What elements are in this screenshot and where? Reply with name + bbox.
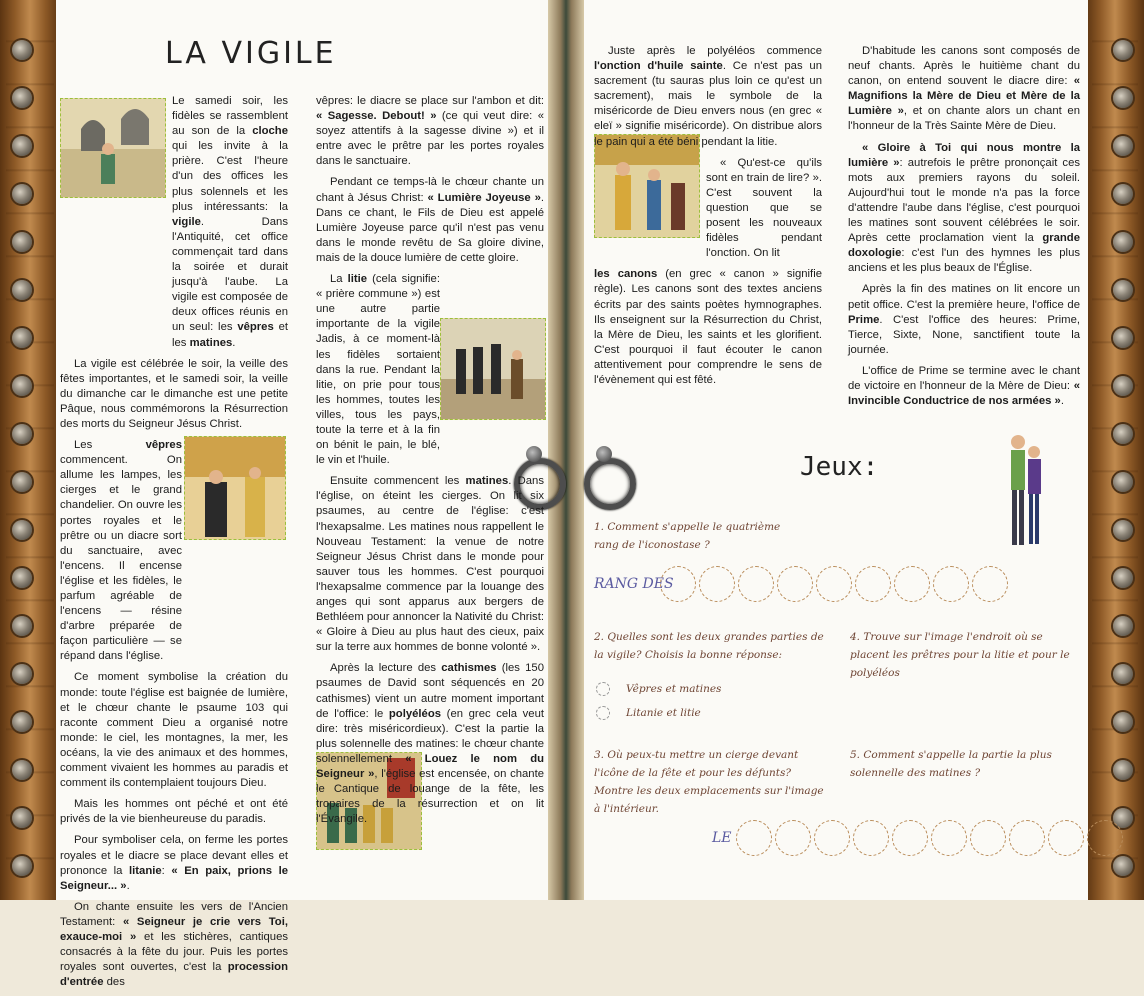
rivet-icon xyxy=(1113,712,1133,732)
rivet-icon xyxy=(12,424,32,444)
paragraph-9: Pendant ce temps-là le chœur chante un chant à Jésus Christ: « Lumière Joyeuse ». Dans ce chant, le Fils de Dieu est appelé Lumière Joyeuse parce qu'il n'est pas venu dans le monde revêtu de Sa gloire divine, mais de la douce lumière de cette gloire. xyxy=(316,176,544,264)
paragraph-5: Mais les hommes ont péché et ont été privés de la vie bienheureuse du paradis. xyxy=(60,798,288,826)
rivet-icon xyxy=(1113,568,1133,588)
door-knob-right-icon xyxy=(596,446,612,462)
rivet-icon xyxy=(1113,616,1133,636)
door-ring-right-icon xyxy=(584,458,636,510)
option-litanie-litie[interactable]: Litanie et litie xyxy=(596,706,701,720)
rivet-icon xyxy=(12,136,32,156)
question-4: 4. Trouve sur l'image l'endroit où se placent les prêtres pour la litie et pour le polyéléos xyxy=(850,631,1070,679)
rivet-icon xyxy=(1113,40,1133,60)
rivet-icon xyxy=(12,712,32,732)
rivet-icon xyxy=(12,376,32,396)
rivet-icon xyxy=(12,472,32,492)
answer-1-letter-boxes[interactable] xyxy=(660,566,1008,602)
rivet-icon xyxy=(1113,184,1133,204)
answer-1-label: RANG DES xyxy=(594,576,674,592)
rivet-icon xyxy=(12,616,32,636)
book-spine xyxy=(548,0,584,900)
games-title: Jeux: xyxy=(800,452,879,482)
text-column-1 xyxy=(60,94,288,996)
paragraph-2: La vigile est célébrée le soir, la veille des fêtes importantes, et le samedi soir, la veille du dimanche car le dimanche est une petite Pâque, nous commémorons la Résurrection des morts du Seigneur Jésus Christ. xyxy=(60,357,288,430)
children-illustration xyxy=(1004,430,1048,556)
rivet-icon xyxy=(1113,376,1133,396)
question-2: 2. Quelles sont les deux grandes parties de la vigile? Choisis la bonne réponse: xyxy=(594,631,824,661)
rivet-icon xyxy=(1113,136,1133,156)
rivet-icon xyxy=(1113,520,1133,540)
rivet-icon xyxy=(12,664,32,684)
answer-5-letter-boxes[interactable] xyxy=(736,820,1123,856)
paragraph-1: Le samedi soir, les fidèles se rassemblent au son de la cloche qui les invite à la prière. C'est l'heure d'un des offices les plus solennels et les plus intéressants: la vigile. Dans l'Antiquité, cet office commençait tard dans la soirée et durait jusqu'à l'aube. La vigile est composée de deux offices réunis en un seul: les vêpres et les matines. xyxy=(172,95,288,349)
rivet-icon xyxy=(12,856,32,876)
rivet-icon xyxy=(12,184,32,204)
paragraph-11: Ensuite commencent les matines. Dans l'église, on éteint les cierges. On lit six psaumes, au centre de l'église: c'est l'hexapsalme. Les matines nous rappellent le Nouveau Testament: la venue de notre Seigneur Jésus Christ dans le monde pour sauver tous les hommes. C'est pourquoi l'hexapsalme commence par la louange des anges qui sont apparus aux bergers de Bethléem pour annoncer la Nativité du Christ: « Gloire à Dieu au plus haut des cieux, paix sur la terre aux hommes de bonne volonté ». xyxy=(316,475,544,654)
paragraph-12: Après la lecture des cathismes (les 150 psaumes de David sont séquencés en 20 cathismes) vient un autre moment important de l'office: le polyéléos (en grec cela veut dire: très miséricordieux). C'est la partie la plus solennelle des matines: le chœur chante solennellement « Louez le nom du Seigneur », l'église est encensée, on chante le Cantique de louange de la fête, les tropaires de la résurrection et on lit l'Évangile. xyxy=(316,662,545,826)
paragraph-3: Les vêpres commencent. On allume les lampes, les cierges et le grand chandelier. On ouvre les portes royales et le prêtre ou un diacre sort du sanctuaire, avec l'encens. Il encense l'église et les fidèles, le parfum agréable de l'encens — résine d'arbre préparée de façon particulière — se répand dans l'église. xyxy=(60,439,182,663)
rivet-icon xyxy=(1113,664,1133,684)
paragraph-10: La litie (cela signifie: « prière commune ») est une autre partie importante de la vigile Jadis, à ce moment-là les fidèles sortaient dans la rue. Pendant la litie, on prie pour tous les hommes, toutes les villes, tous les pays, toute la terre et à la fin on bénit le pain, le blé, le vin et l'huile. xyxy=(316,273,440,467)
paragraph-14: « Qu'est-ce qu'ils sont en train de lire? ». C'est souvent la question que se posent les nouveaux fidèles pendant l'onction. On lit xyxy=(706,156,822,260)
answer-5-label: LE xyxy=(712,830,732,846)
rivet-icon xyxy=(12,280,32,300)
radio-circle-icon[interactable] xyxy=(596,682,610,696)
rivet-icon xyxy=(1113,760,1133,780)
rivet-icon xyxy=(1113,328,1133,348)
paragraph-17: « Gloire à Toi qui nous montre la lumière »: autrefois le prêtre prononçait ces mots aux premiers rayons du soleil. Aujourd'hui tout le monde n'a pas la force d'attendre l'aube dans l'église, c'est pourquoi les matines sont souvent célébrées le soir. Après cette proclamation vient la grande doxologie: c'est l'un des hymnes les plus anciens et les plus beaux de l'Église. xyxy=(848,141,1080,275)
paragraph-16: D'habitude les canons sont composés de neuf chants. Après le huitième chant du canon, on entend souvent le diacre dire: « Magnifions la Mère de Dieu et Mère de la Lumière », et on chante alors un chant en l'honneur de la Très Sainte Mère de Dieu. xyxy=(848,45,1080,133)
rivet-icon xyxy=(12,328,32,348)
rivet-icon xyxy=(12,520,32,540)
radio-circle-icon[interactable] xyxy=(596,706,610,720)
question-5: 5. Comment s'appelle la partie la plus solennelle des matines ? xyxy=(850,749,1052,779)
rivet-icon xyxy=(12,568,32,588)
rivet-icon xyxy=(1113,472,1133,492)
rivet-icon xyxy=(12,232,32,252)
rivet-icon xyxy=(1113,232,1133,252)
paragraph-4: Ce moment symbolise la création du monde: toute l'église est baignée de lumière, et le chœur chante le psaume 103 qui raconte comment Dieu a organisé notre monde: le ciel, les montagnes, la mer, les océans, la vie des animaux et des hommes, comment vivaient les hommes au paradis et comment ils contemplaient toujours Dieu. xyxy=(60,671,288,790)
paragraph-19: L'office de Prime se termine avec le chant de victoire en l'honneur de la Mère de Dieu: « Invincible Conductrice de nos armées ». xyxy=(848,364,1080,408)
question-3: 3. Où peux-tu mettre un cierge devant l'icône de la fête et pour les défunts? Montre les deux emplacements sur l'image à l'intérieur. xyxy=(594,749,824,815)
rivet-icon xyxy=(1113,856,1133,876)
paragraph-15: les canons (en grec « canon » signifie règle). Les canons sont des textes anciens écrits par des saints poètes hymnographes. Ils enseignent sur la Résurrection du Christ, la Mère de Dieu, les saints et les glorifient. C'est pourquoi il faut écouter le canon attentivement pour comprendre le sens de l'évènement qui est fêté. xyxy=(594,268,822,386)
paragraph-8: vêpres: le diacre se place sur l'ambon et dit: « Sagesse. Debout! » (ce qui veut dire: « soyez attentifs à la sagesse divine ») et il entre avec le prêtre par les portes royales dans le sanctuaire. xyxy=(316,95,544,168)
rivet-icon xyxy=(1113,88,1133,108)
rivet-icon xyxy=(12,808,32,828)
rivet-icon xyxy=(1113,280,1133,300)
paragraph-13: Juste après le polyéléos commence l'onction d'huile sainte. Ce n'est pas un sacrement (tu sauras plus loin ce qu'est un sacrement), mais le symbole de la miséricorde de Dieu envers nous (en grec « eleï » signifie miséricorde). On distribue alors le pain qui a été béni pendant la litie. xyxy=(594,45,822,148)
rivet-icon xyxy=(12,760,32,780)
question-1: 1. Comment s'appelle le quatrième rang de l'iconostase ? xyxy=(594,521,781,551)
paragraph-18: Après la fin des matines on lit encore un petit office. C'est la première heure, l'office de Prime. C'est l'office des heures: Prime, Tierce, Sixte, None, sanctifient toute la journée. xyxy=(848,283,1080,356)
text-column-3 xyxy=(594,44,822,394)
rivet-icon xyxy=(1113,424,1133,444)
text-column-4 xyxy=(848,44,1080,415)
rivet-icon xyxy=(12,88,32,108)
text-column-2 xyxy=(316,94,544,833)
rivet-icon xyxy=(12,40,32,60)
paragraph-6: Pour symboliser cela, on ferme les portes royales et le diacre se place devant elles et prononce la litanie: « En paix, prions le Seigneur... ». xyxy=(60,834,288,892)
option-vepres-matines[interactable]: Vêpres et matines xyxy=(596,682,721,696)
paragraph-7: On chante ensuite les vers de l'Ancien Testament: « Seigneur je crie vers Toi, exauce-moi » et les stichères, cantiques consacrés à la fête du jour. Puis les portes royales sont ouvertes, c'est la procession d'entrée des xyxy=(60,900,288,989)
page-title: LA VIGILE xyxy=(165,36,337,71)
